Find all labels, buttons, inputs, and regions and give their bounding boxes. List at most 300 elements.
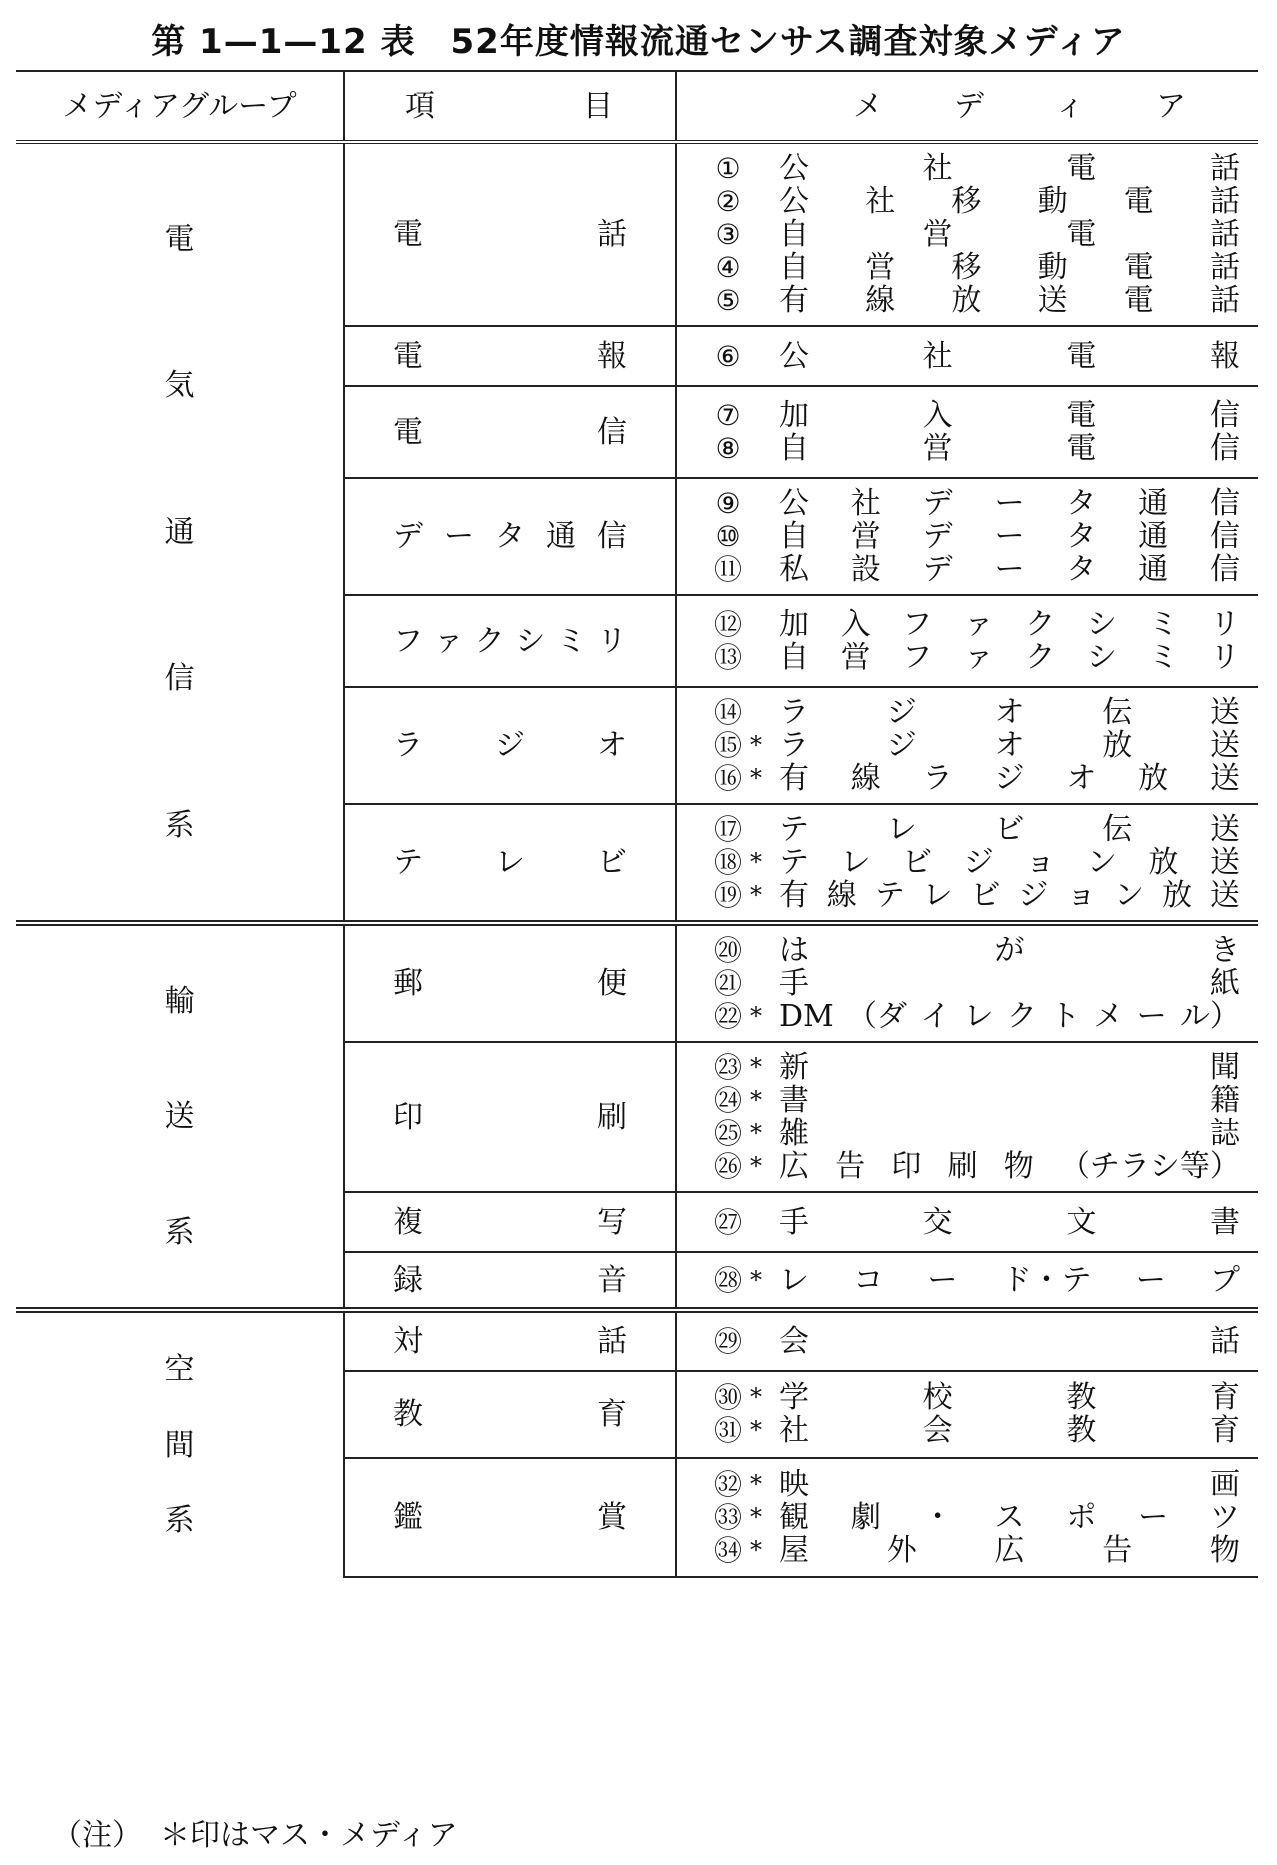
item-char: 話: [597, 1323, 627, 1359]
media-char: 話: [1210, 1323, 1240, 1359]
media-char: 動: [1037, 250, 1068, 285]
media-cell: [676, 478, 1258, 595]
media-char: 通: [1138, 486, 1169, 521]
media-char: 告: [1102, 1532, 1133, 1568]
media-char: 会: [922, 1413, 953, 1449]
media-char: 通: [1138, 552, 1169, 587]
media-char: 外: [886, 1532, 917, 1568]
media-char: ス: [994, 1499, 1025, 1535]
media-char: （チラシ等）: [1059, 1149, 1240, 1184]
media-name: [767, 1000, 1240, 1033]
media-char: 話: [1209, 217, 1240, 252]
item-char: ジ: [495, 728, 525, 763]
mass-media-mark: *: [750, 1086, 762, 1114]
media-cell: [676, 1042, 1258, 1192]
item-char: 複: [393, 1204, 423, 1240]
media-char: き: [1210, 933, 1240, 968]
media-char: 送: [1209, 878, 1240, 913]
media-number: ㉔: [713, 1084, 742, 1117]
media-name: [767, 432, 1240, 465]
media-char: デ: [922, 486, 953, 521]
mass-media-mark: *: [750, 1265, 762, 1294]
media-number: ⑰: [713, 813, 742, 846]
item-cell: [344, 804, 676, 923]
media-char: 営: [840, 640, 871, 675]
media-cell: [676, 804, 1258, 923]
item-char: ー: [444, 519, 474, 554]
item-cell: [344, 923, 676, 1042]
media-number: ⑦: [715, 399, 741, 432]
media-name: [767, 520, 1240, 553]
media-entry: [677, 846, 1258, 879]
header-media-group: メディアグループ: [16, 71, 344, 142]
table-row: [16, 1310, 1258, 1371]
media-char: 移: [951, 184, 982, 219]
media-char: 放: [1162, 878, 1192, 913]
media-name: [767, 1534, 1240, 1567]
media-char: は: [779, 933, 809, 968]
media-number: ⑥: [715, 339, 741, 373]
media-char: 物: [1003, 1149, 1034, 1184]
media-char: 公: [779, 151, 809, 186]
media-char: ジ: [886, 728, 917, 763]
media-group-cell: [16, 923, 344, 1310]
media-char: 営: [922, 431, 953, 466]
media-group-char: 送: [164, 1099, 195, 1134]
media-char: 自: [779, 217, 809, 252]
media-char: 放: [1148, 845, 1179, 880]
media-name: [767, 1381, 1240, 1414]
media-entry: [677, 1325, 1258, 1358]
table-title: 第 1—1—12 表 52年度情報流通センサス調査対象メディア: [151, 22, 1126, 62]
media-char: オ: [994, 695, 1025, 730]
media-char: イ: [920, 999, 951, 1034]
media-char: ク: [1025, 640, 1056, 675]
media-name: [767, 487, 1240, 520]
item-label: [345, 1264, 675, 1297]
media-char: 報: [1209, 338, 1240, 374]
mass-media-mark: *: [750, 881, 762, 909]
media-cell: [676, 595, 1258, 687]
media-char: 有: [779, 878, 809, 913]
media-number: ⑪: [713, 553, 742, 586]
media-char: ド・テ: [1001, 1262, 1092, 1298]
media-char: 信: [1209, 431, 1240, 466]
media-char: 送: [1210, 812, 1240, 847]
media-list: [677, 805, 1258, 920]
media-name: [767, 340, 1240, 373]
media-list: [677, 600, 1258, 682]
media-char: 設: [850, 552, 881, 587]
media-char: 送: [1209, 845, 1240, 880]
media-char: ョ: [1066, 878, 1097, 913]
media-entry: [677, 553, 1258, 586]
media-char: （ダ: [847, 999, 908, 1034]
media-char: テ: [779, 845, 809, 880]
media-group-char: 間: [164, 1427, 195, 1463]
media-char: 電: [1066, 338, 1097, 374]
media-list: [677, 1373, 1258, 1455]
header-media-char: デ: [954, 88, 984, 124]
item-char: 教: [393, 1396, 423, 1432]
media-name: [767, 1051, 1240, 1084]
media-char: 電: [1123, 283, 1154, 318]
media-number: ②: [715, 185, 741, 218]
media-char: 信: [1209, 519, 1240, 554]
media-char: ラ: [779, 728, 809, 763]
item-char: ク: [474, 623, 505, 659]
media-char: レ: [840, 845, 871, 880]
media-group-char: 輸: [164, 983, 195, 1019]
media-name: [767, 608, 1240, 641]
media-entry: [677, 967, 1258, 1000]
media-list: [677, 1043, 1258, 1191]
media-number: ④: [715, 251, 741, 284]
media-entry: [677, 1084, 1258, 1117]
media-group-char: 気: [164, 368, 195, 403]
media-char: ラ: [922, 761, 953, 796]
media-char: 手: [779, 1204, 809, 1240]
item-char: 話: [597, 217, 627, 252]
media-char: 動: [1037, 184, 1068, 219]
item-char: フ: [393, 623, 423, 659]
media-number: ⑩: [715, 520, 741, 553]
media-char: テ: [779, 812, 809, 847]
media-char: テ: [874, 878, 905, 913]
media-list: [677, 332, 1258, 381]
media-char: デ: [922, 552, 953, 587]
media-entry: [677, 813, 1258, 846]
media-char: 広: [779, 1149, 809, 1184]
item-cell: [344, 1042, 676, 1192]
item-label: [345, 1206, 675, 1239]
media-number: ㉒: [713, 1000, 742, 1033]
media-number: ⑤: [715, 284, 741, 317]
media-char: ジ: [886, 695, 917, 730]
media-char: 雑: [779, 1116, 809, 1151]
item-cell: [344, 142, 676, 326]
media-char: ク: [1025, 607, 1056, 642]
media-entry: [677, 1414, 1258, 1447]
media-char: ー: [1138, 1499, 1169, 1535]
item-cell: [344, 595, 676, 687]
media-number: ①: [715, 152, 741, 185]
item-char: 電: [393, 338, 423, 374]
media-char: レ: [963, 999, 994, 1034]
media-name: [767, 846, 1240, 879]
media-entry: [677, 1501, 1258, 1534]
media-char: 育: [1209, 1413, 1240, 1449]
media-name: [767, 218, 1240, 251]
media-number: ㉖: [713, 1150, 742, 1183]
item-char: オ: [597, 728, 627, 763]
media-char: 営: [865, 250, 896, 285]
media-char: 自: [779, 431, 809, 466]
media-char: タ: [1066, 519, 1097, 554]
item-char: 通: [546, 519, 576, 554]
media-entry: [677, 432, 1258, 465]
media-char: 自: [779, 640, 809, 675]
media-entry: [677, 399, 1258, 432]
media-number: ㉓: [713, 1051, 742, 1084]
media-entry: [677, 152, 1258, 185]
media-char: 電: [1066, 398, 1097, 433]
media-char: コ: [853, 1262, 884, 1298]
media-char: ョ: [1025, 845, 1056, 880]
item-char: タ: [495, 519, 525, 554]
media-char: 加: [779, 607, 809, 642]
media-list: [677, 144, 1258, 325]
media-char: 線: [826, 878, 857, 913]
media-entry: [677, 340, 1258, 373]
media-char: 学: [779, 1380, 809, 1416]
item-char: ァ: [433, 623, 464, 659]
media-char: 会: [779, 1323, 809, 1359]
media-number: ㉕: [713, 1117, 742, 1150]
media-char: タ: [1066, 486, 1097, 521]
media-char: 公: [779, 338, 809, 374]
media-number: ⑬: [713, 641, 742, 674]
media-char: ァ: [963, 607, 994, 642]
media-entry: [677, 696, 1258, 729]
media-char: ジ: [1018, 878, 1049, 913]
media-char: ー: [994, 552, 1025, 587]
media-entry: [677, 641, 1258, 674]
media-entry: [677, 1468, 1258, 1501]
media-cell: [676, 142, 1258, 326]
media-name: [767, 934, 1240, 967]
media-number: ㉚: [713, 1381, 742, 1415]
item-label: [345, 967, 675, 1000]
media-char: レ: [922, 878, 953, 913]
media-entry: [677, 487, 1258, 520]
media-cell: [676, 386, 1258, 478]
mass-media-mark: *: [750, 1152, 762, 1180]
header-media: [676, 71, 1258, 142]
media-group-name: [16, 1313, 343, 1577]
media-name: [767, 879, 1240, 912]
item-cell: [344, 1371, 676, 1458]
media-char: 屋: [779, 1532, 809, 1568]
mass-media-mark: *: [750, 1469, 762, 1498]
media-char: ト: [1050, 999, 1081, 1034]
item-char: 報: [597, 338, 627, 374]
media-name: [767, 1150, 1240, 1183]
media-entry: [677, 1264, 1258, 1297]
media-char: プ: [1209, 1262, 1240, 1298]
media-name: [767, 729, 1240, 762]
item-char: レ: [495, 845, 525, 880]
item-cell: [344, 687, 676, 804]
media-cell: [676, 1192, 1258, 1252]
media-number: ㉜: [713, 1467, 742, 1501]
item-char: ラ: [393, 728, 423, 763]
media-char: 教: [1066, 1413, 1097, 1449]
mass-media-mark: *: [750, 1002, 762, 1030]
item-label: [345, 1101, 675, 1134]
header-item: [344, 71, 676, 142]
media-number: ⑫: [713, 608, 742, 641]
media-group-char: 系: [164, 807, 195, 843]
media-char: 話: [1209, 250, 1240, 285]
media-char: 放: [1102, 728, 1133, 763]
item-char: ビ: [597, 845, 627, 880]
media-char: 物: [1210, 1532, 1240, 1568]
media-char: 電: [1123, 184, 1154, 219]
media-char: 線: [850, 761, 881, 796]
media-char: 入: [840, 607, 871, 642]
header-media-char: ア: [1156, 88, 1186, 124]
media-char: 画: [1210, 1466, 1240, 1502]
media-entry: [677, 1000, 1258, 1033]
item-char: シ: [515, 623, 546, 659]
media-entry: [677, 879, 1258, 912]
item-label: [345, 625, 675, 658]
media-number: ⑳: [713, 934, 742, 967]
media-char: 社: [865, 184, 896, 219]
media-group-char: 電: [164, 221, 195, 257]
media-number: ③: [715, 218, 741, 251]
media-char: ジ: [963, 845, 994, 880]
media-char: リ: [1209, 607, 1240, 642]
media-entry: [677, 1051, 1258, 1084]
media-name: [767, 553, 1240, 586]
media-char: 営: [850, 519, 881, 554]
footnote-prefix: （注）: [52, 1818, 142, 1853]
media-char: 自: [779, 519, 809, 554]
mass-media-mark: *: [750, 764, 762, 792]
media-number: ⑭: [713, 696, 742, 729]
media-list: [677, 1460, 1258, 1575]
table-row: [16, 923, 1258, 1042]
footnote: [52, 1810, 476, 1854]
media-char: 私: [779, 552, 809, 587]
item-char: テ: [393, 845, 423, 880]
media-list: [677, 391, 1258, 473]
media-name: [767, 251, 1240, 284]
mass-media-mark: *: [750, 1502, 762, 1531]
media-char: 有: [779, 283, 809, 318]
item-label: [345, 729, 675, 762]
media-list: [677, 1198, 1258, 1247]
media-char: ン: [1086, 845, 1117, 880]
media-char: ー: [927, 1262, 958, 1298]
media-number: ㉑: [713, 967, 742, 1000]
media-char: ビ: [902, 845, 933, 880]
media-name: [767, 1468, 1240, 1501]
mass-media-mark: *: [750, 1383, 762, 1412]
header-item-char: 目: [583, 88, 613, 124]
media-entry: [677, 185, 1258, 218]
media-char: ー: [994, 486, 1025, 521]
media-char: レ: [779, 1262, 809, 1298]
media-list: [677, 926, 1258, 1041]
media-group-char: 系: [164, 1214, 195, 1250]
item-char: 対: [393, 1323, 423, 1359]
media-char: 劇: [850, 1499, 881, 1535]
media-name: [767, 1325, 1240, 1358]
media-char: 信: [1209, 398, 1240, 433]
media-char: DM: [779, 999, 834, 1034]
media-list: [677, 1317, 1258, 1366]
item-char: 録: [393, 1262, 423, 1298]
media-group-name: [16, 928, 343, 1306]
media-char: 信: [1209, 486, 1240, 521]
media-group-cell: [16, 142, 344, 923]
media-char: 手: [779, 966, 809, 1001]
media-char: 電: [1066, 217, 1097, 252]
media-name: [767, 1084, 1240, 1117]
mass-media-mark: *: [750, 848, 762, 876]
media-char: 移: [951, 250, 982, 285]
media-char: 送: [1210, 695, 1240, 730]
media-char: 話: [1209, 151, 1240, 186]
media-name: [767, 1501, 1240, 1534]
media-char: タ: [1066, 552, 1097, 587]
media-number: ⑱: [713, 846, 742, 879]
item-char: ミ: [556, 623, 587, 659]
media-cell: [676, 923, 1258, 1042]
media-char: ン: [1114, 878, 1145, 913]
media-entry: [677, 284, 1258, 317]
media-char: 告: [835, 1149, 866, 1184]
item-char: リ: [596, 623, 627, 659]
media-char: リ: [1209, 640, 1240, 675]
media-char: ・: [922, 1499, 953, 1535]
media-char: 籍: [1210, 1083, 1240, 1118]
media-char: 印: [891, 1149, 922, 1184]
media-number: ㉝: [713, 1500, 742, 1534]
media-cell: [676, 1371, 1258, 1458]
media-char: 信: [1209, 552, 1240, 587]
item-char: 便: [597, 966, 627, 1001]
media-entry: [677, 1150, 1258, 1183]
media-char: 育: [1209, 1380, 1240, 1416]
media-group-cell: [16, 1310, 344, 1577]
media-char: ポ: [1066, 1499, 1097, 1535]
media-cell: [676, 1310, 1258, 1371]
media-char: 新: [779, 1050, 809, 1085]
item-cell: [344, 1192, 676, 1252]
footnote-text: ＊印はマス・メディア: [160, 1818, 458, 1853]
media-char: ー: [1136, 999, 1167, 1034]
media-entry: [677, 1381, 1258, 1414]
media-name: [767, 399, 1240, 432]
media-char: ァ: [963, 640, 994, 675]
media-cell: [676, 1458, 1258, 1577]
media-char: ミ: [1148, 607, 1179, 642]
media-char: 線: [865, 283, 896, 318]
media-name: [767, 813, 1240, 846]
media-name: [767, 696, 1240, 729]
item-char: 郵: [393, 966, 423, 1001]
media-name: [767, 284, 1240, 317]
media-char: レ: [886, 812, 917, 847]
media-char: 刷: [947, 1149, 978, 1184]
media-char: オ: [994, 728, 1025, 763]
media-char: ビ: [994, 812, 1025, 847]
header-media-char: メ: [853, 88, 883, 124]
media-char: 書: [779, 1083, 809, 1118]
item-label: [345, 1501, 675, 1534]
table-row: [16, 142, 1258, 326]
media-name: [767, 1206, 1240, 1239]
media-char: 送: [1210, 728, 1240, 763]
media-char: 教: [1066, 1380, 1097, 1416]
item-label: [345, 1325, 675, 1358]
media-char: 書: [1209, 1204, 1240, 1240]
media-char: オ: [1066, 761, 1097, 796]
